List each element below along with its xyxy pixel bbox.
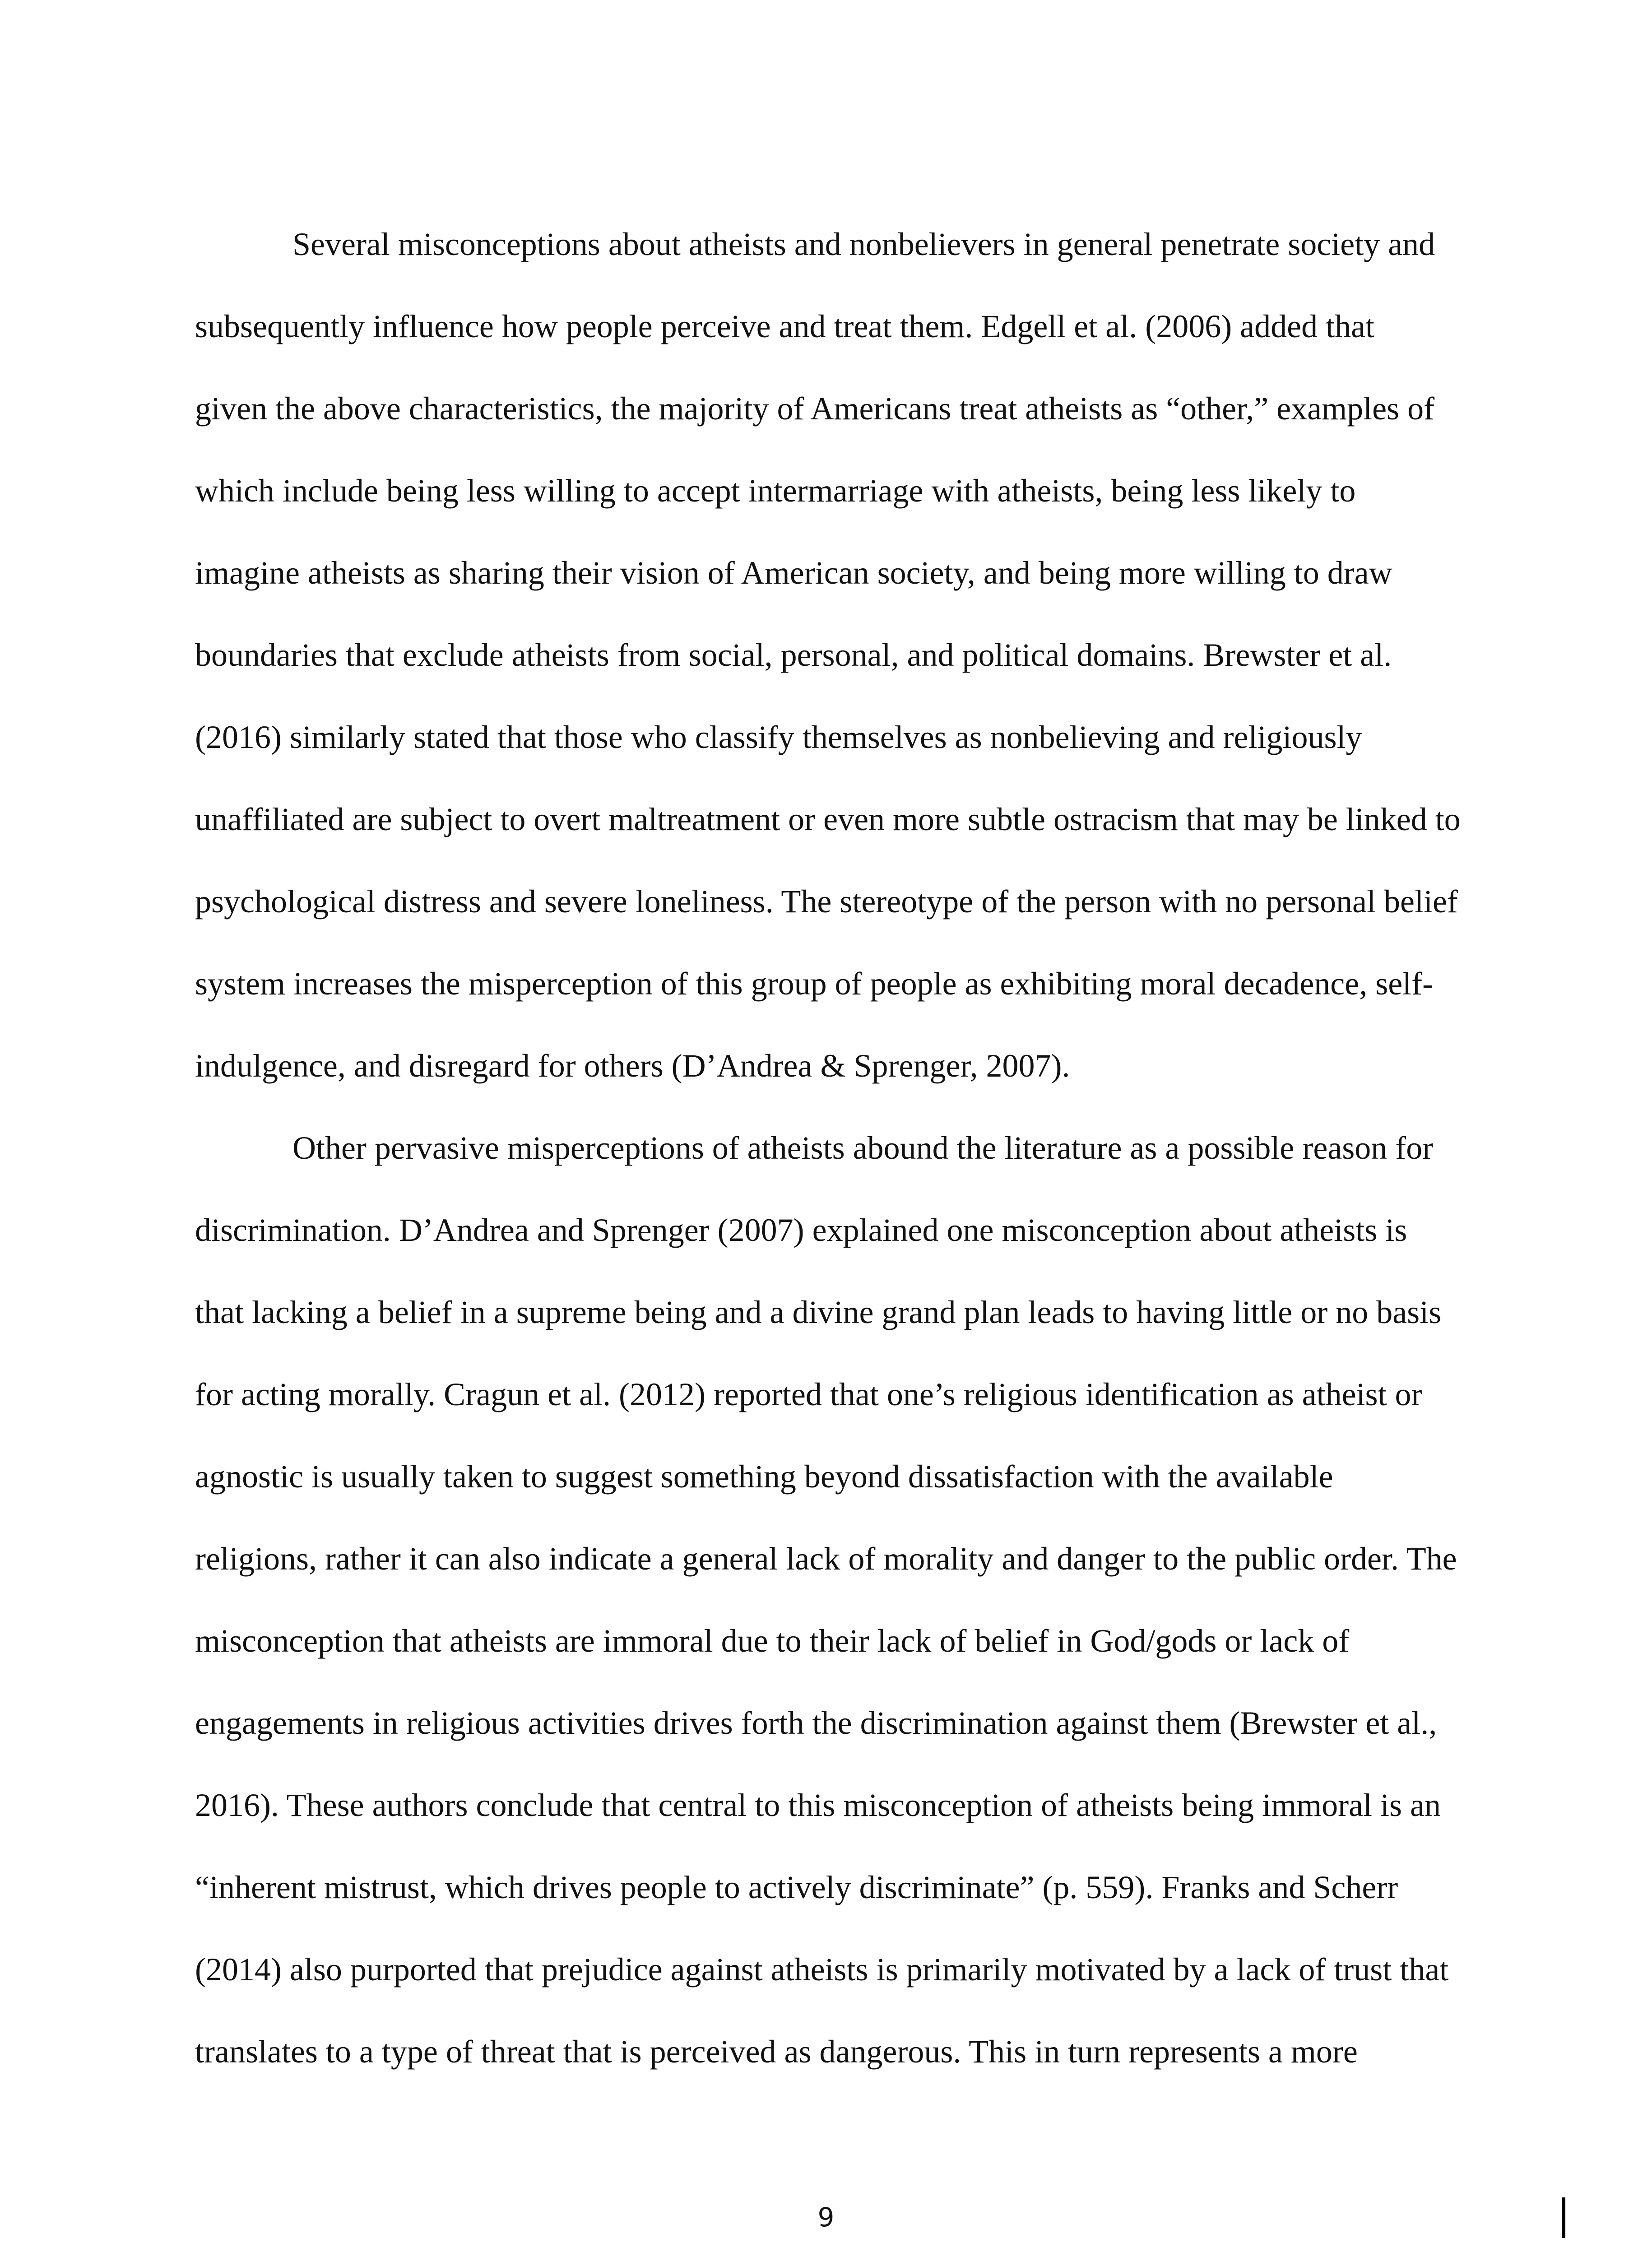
text-line: that lacking a belief in a supreme being and a divine grand plan leads to having little or no basis [195, 1294, 1442, 1330]
text-line: religions, rather it can also indicate a general lack of morality and danger to the public order. The [195, 1541, 1457, 1577]
text-line: boundaries that exclude atheists from social, personal, and political domains. Brewster et al. [195, 637, 1392, 673]
text-line: engagements in religious activities drives forth the discrimination against them (Brewster et al., [195, 1705, 1437, 1741]
text-cursor [1562, 2197, 1565, 2238]
body-text [195, 203, 1495, 2093]
text-line: 2016). These authors conclude that central to this misconception of atheists being immoral is an [195, 1787, 1441, 1823]
text-line: system increases the misperception of this group of people as exhibiting moral decadence, self- [195, 966, 1434, 1002]
text-line: discrimination. D’Andrea and Sprenger (2007) explained one misconception about atheists is [195, 1212, 1407, 1248]
text-line: (2014) also purported that prejudice against atheists is primarily motivated by a lack of trust that [195, 1951, 1449, 1988]
text-line: given the above characteristics, the majority of Americans treat atheists as “other,” examples of [195, 390, 1435, 427]
text-line: (2016) similarly stated that those who classify themselves as nonbelieving and religiously [195, 719, 1362, 755]
text-line: agnostic is usually taken to suggest something beyond dissatisfaction with the available [195, 1458, 1333, 1495]
text-line: imagine atheists as sharing their vision of American society, and being more willing to draw [195, 555, 1392, 591]
text-line: misconception that atheists are immoral due to their lack of belief in God/gods or lack of [195, 1623, 1350, 1659]
text-line: Several misconceptions about atheists and nonbelievers in general penetrate society and [292, 226, 1435, 262]
text-line: which include being less willing to accept intermarriage with atheists, being less likely to [195, 473, 1356, 509]
text-line: “inherent mistrust, which drives people to actively discriminate” (p. 559). Franks and Scherr [195, 1869, 1398, 1905]
page-number: 9 [817, 2202, 835, 2233]
text-line: psychological distress and severe loneliness. The stereotype of the person with no personal belief [195, 883, 1458, 920]
text-line: unaffiliated are subject to overt maltreatment or even more subtle ostracism that may be linked to [195, 801, 1461, 837]
text-line: subsequently influence how people perceive and treat them. Edgell et al. (2006) added that [195, 308, 1375, 344]
text-line: translates to a type of threat that is perceived as dangerous. This in turn represents a more [195, 2034, 1358, 2070]
text-line: Other pervasive misperceptions of atheists abound the literature as a possible reason for [292, 1130, 1434, 1166]
text-line: for acting morally. Cragun et al. (2012) reported that one’s religious identification as atheist or [195, 1376, 1422, 1412]
text-line: indulgence, and disregard for others (D’Andrea & Sprenger, 2007). [195, 1048, 1070, 1084]
